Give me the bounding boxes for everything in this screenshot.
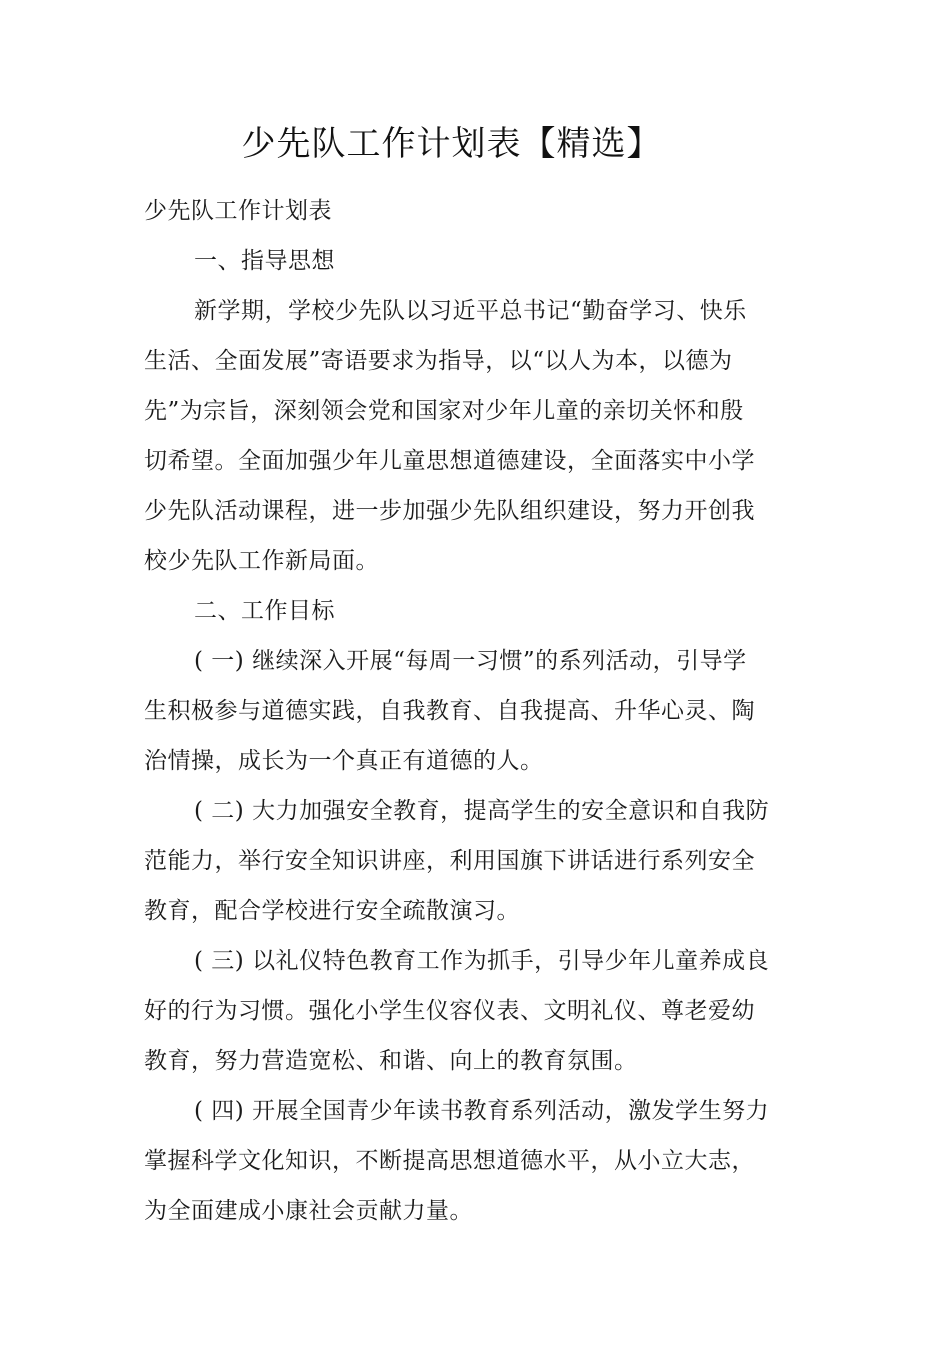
text-line: 教育，努力营造宽松、和谐、向上的教育氛围。 <box>144 1048 638 1074</box>
text-line: 切希望。全面加强少年儿童思想道德建设，全面落实中小学 <box>144 448 755 474</box>
text-line: 生积极参与道德实践，自我教育、自我提高、升华心灵、陶 <box>144 698 755 724</box>
text-line: 掌握科学文化知识，不断提高思想道德水平，从小立大志， <box>144 1148 755 1174</box>
text-line: ( 四) 开展全国青少年读书教育系列活动，激发学生努力 <box>194 1098 770 1124</box>
document-title: 少先队工作计划表【精选】 <box>241 124 662 164</box>
text-line: 新学期，学校少先队以习近平总书记“勤奋学习、快乐 <box>194 298 747 324</box>
text-line: 校少先队工作新局面。 <box>144 548 379 574</box>
text-line: 教育，配合学校进行安全疏散演习。 <box>144 898 520 924</box>
text-line: 二、工作目标 <box>194 598 335 624</box>
text-line: ( 三) 以礼仪特色教育工作为抓手，引导少年儿童养成良 <box>194 948 770 974</box>
text-line: 范能力，举行安全知识讲座，利用国旗下讲话进行系列安全 <box>144 848 755 874</box>
text-line: 为全面建成小康社会贡献力量。 <box>144 1198 473 1224</box>
text-line: 生活、全面发展”寄语要求为指导，以“以人为本，以德为 <box>144 348 733 374</box>
text-line: 先”为宗旨，深刻领会党和国家对少年儿童的亲切关怀和殷 <box>144 398 744 424</box>
text-line: ( 一) 继续深入开展“每周一习惯”的系列活动，引导学 <box>194 648 747 674</box>
document-body <box>144 186 770 1236</box>
document-subtitle: 少先队工作计划表 <box>144 198 332 224</box>
text-line: 一、指导思想 <box>194 248 335 274</box>
text-line: 好的行为习惯。强化小学生仪容仪表、文明礼仪、尊老爱幼 <box>144 998 755 1024</box>
text-line: 少先队活动课程，进一步加强少先队组织建设，努力开创我 <box>144 498 755 524</box>
text-line: 治情操，成长为一个真正有道德的人。 <box>144 748 544 774</box>
text-line: ( 二) 大力加强安全教育，提高学生的安全意识和自我防 <box>194 798 770 824</box>
